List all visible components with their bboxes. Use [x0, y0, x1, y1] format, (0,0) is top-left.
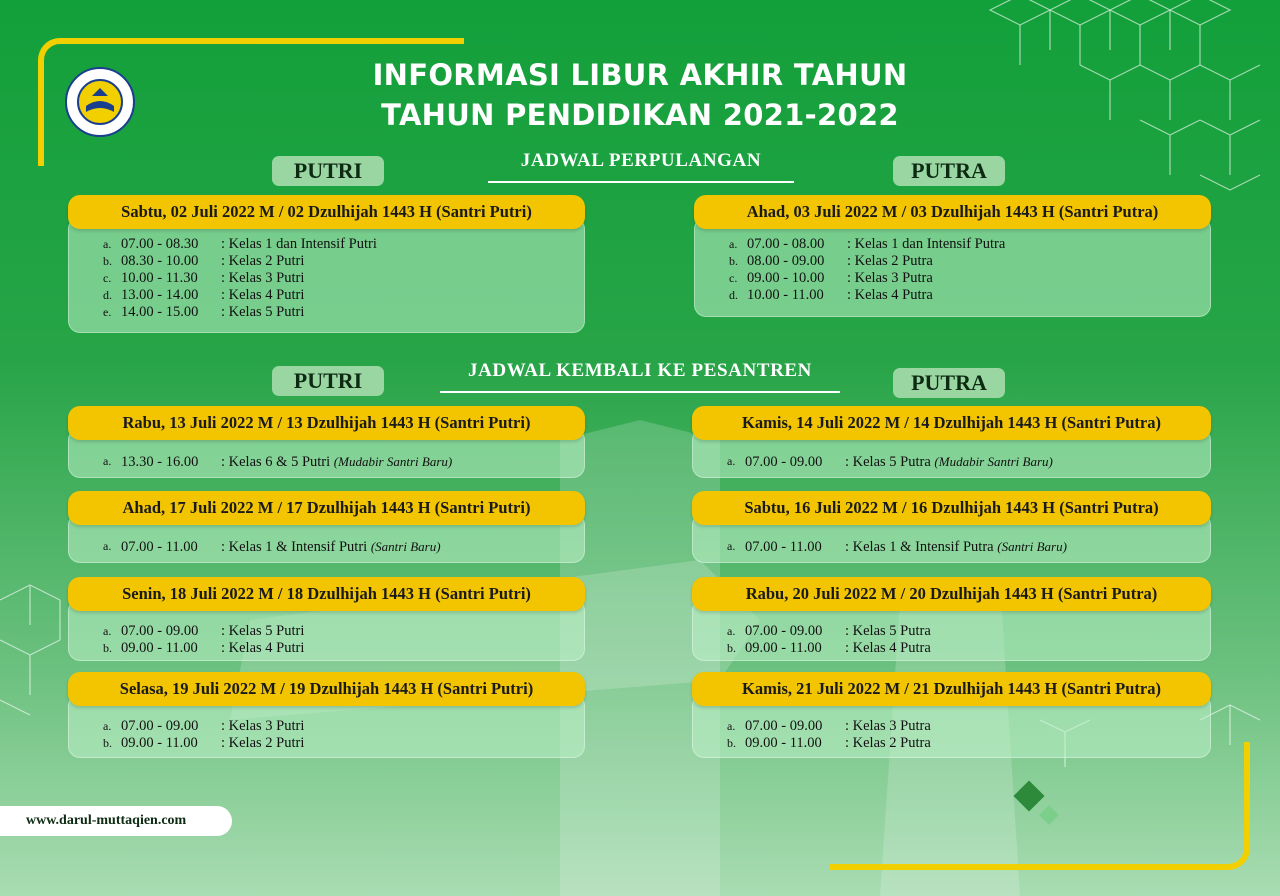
schedule-card — [68, 577, 585, 661]
list-item: a. 07.00 - 09.00 : Kelas 3 Putri — [103, 718, 305, 734]
page-title-line-2: TAHUN PENDIDIKAN 2021-2022 — [381, 98, 899, 132]
list-item: a. 07.00 - 09.00 : Kelas 3 Putra — [727, 718, 931, 734]
list-item: a. 07.00 - 09.00 : Kelas 5 Putra — [727, 623, 931, 639]
card-date-header: Senin, 18 Juli 2022 M / 18 Dzulhijah 1443 H (Santri Putri) — [68, 577, 585, 611]
list-item: a. 07.00 - 08.30 : Kelas 1 dan Intensif Putri — [103, 236, 377, 252]
list-item: b. 08.30 - 10.00 : Kelas 2 Putri — [103, 253, 305, 269]
card-body — [68, 217, 585, 333]
card-date-header: Sabtu, 16 Juli 2022 M / 16 Dzulhijah 1443 H (Santri Putra) — [692, 491, 1211, 525]
list-item: b. 09.00 - 11.00 : Kelas 2 Putra — [727, 735, 931, 751]
section-underline — [440, 391, 840, 393]
list-item: b. 09.00 - 11.00 : Kelas 2 Putri — [103, 735, 305, 751]
card-date-header: Rabu, 13 Juli 2022 M / 13 Dzulhijah 1443 H (Santri Putri) — [68, 406, 585, 440]
schedule-card — [692, 491, 1211, 563]
schedule-card — [68, 672, 585, 758]
website-link[interactable]: www.darul-muttaqien.com — [0, 806, 232, 836]
card-date-header: Ahad, 17 Juli 2022 M / 17 Dzulhijah 1443 H (Santri Putri) — [68, 491, 585, 525]
label-putra: PUTRA — [893, 156, 1005, 186]
list-item: b. 09.00 - 11.00 : Kelas 4 Putri — [103, 640, 305, 656]
label-putri: PUTRI — [272, 156, 384, 186]
schedule-card — [68, 195, 585, 333]
schedule-card — [68, 406, 585, 478]
list-item: a. 07.00 - 11.00 : Kelas 1 & Intensif Putra (Santri Baru) — [727, 539, 1067, 555]
section-title-perpulangan: JADWAL PERPULANGAN — [520, 150, 762, 171]
list-item: a. 07.00 - 08.00 : Kelas 1 dan Intensif Putra — [729, 236, 1006, 252]
schedule-card — [694, 195, 1211, 317]
list-item: c. 09.00 - 10.00 : Kelas 3 Putra — [729, 270, 933, 286]
list-item: d. 13.00 - 14.00 : Kelas 4 Putri — [103, 287, 305, 303]
corner-frame-bottom-right — [830, 742, 1250, 870]
list-item: b. 09.00 - 11.00 : Kelas 4 Putra — [727, 640, 931, 656]
section-underline — [488, 181, 794, 183]
list-item: a. 07.00 - 11.00 : Kelas 1 & Intensif Putri (Santri Baru) — [103, 539, 441, 555]
schedule-card — [692, 672, 1211, 758]
schedule-card — [68, 491, 585, 563]
label-putra: PUTRA — [893, 368, 1005, 398]
list-item: c. 10.00 - 11.30 : Kelas 3 Putri — [103, 270, 305, 286]
schedule-card — [692, 406, 1211, 478]
section-title-kembali: JADWAL KEMBALI KE PESANTREN — [467, 360, 812, 381]
list-item: a. 07.00 - 09.00 : Kelas 5 Putra (Mudabir Santri Baru) — [727, 454, 1053, 470]
card-date-header: Kamis, 14 Juli 2022 M / 14 Dzulhijah 1443 H (Santri Putra) — [692, 406, 1211, 440]
card-date-header: Kamis, 21 Juli 2022 M / 21 Dzulhijah 1443 H (Santri Putra) — [692, 672, 1211, 706]
list-item: a. 13.30 - 16.00 : Kelas 6 & 5 Putri (Mudabir Santri Baru) — [103, 454, 453, 470]
list-item: d. 10.00 - 11.00 : Kelas 4 Putra — [729, 287, 933, 303]
list-item: b. 08.00 - 09.00 : Kelas 2 Putra — [729, 253, 933, 269]
card-date-header: Ahad, 03 Juli 2022 M / 03 Dzulhijah 1443 H (Santri Putra) — [694, 195, 1211, 229]
label-putri: PUTRI — [272, 366, 384, 396]
page-title-line-1: INFORMASI LIBUR AKHIR TAHUN — [372, 58, 908, 92]
list-item: a. 07.00 - 09.00 : Kelas 5 Putri — [103, 623, 305, 639]
card-date-header: Rabu, 20 Juli 2022 M / 20 Dzulhijah 1443 H (Santri Putra) — [692, 577, 1211, 611]
schedule-card — [692, 577, 1211, 661]
card-date-header: Selasa, 19 Juli 2022 M / 19 Dzulhijah 1443 H (Santri Putri) — [68, 672, 585, 706]
card-body — [694, 217, 1211, 317]
list-item: e. 14.00 - 15.00 : Kelas 5 Putri — [103, 304, 305, 320]
card-date-header: Sabtu, 02 Juli 2022 M / 02 Dzulhijah 1443 H (Santri Putri) — [68, 195, 585, 229]
school-logo-icon — [64, 66, 136, 138]
